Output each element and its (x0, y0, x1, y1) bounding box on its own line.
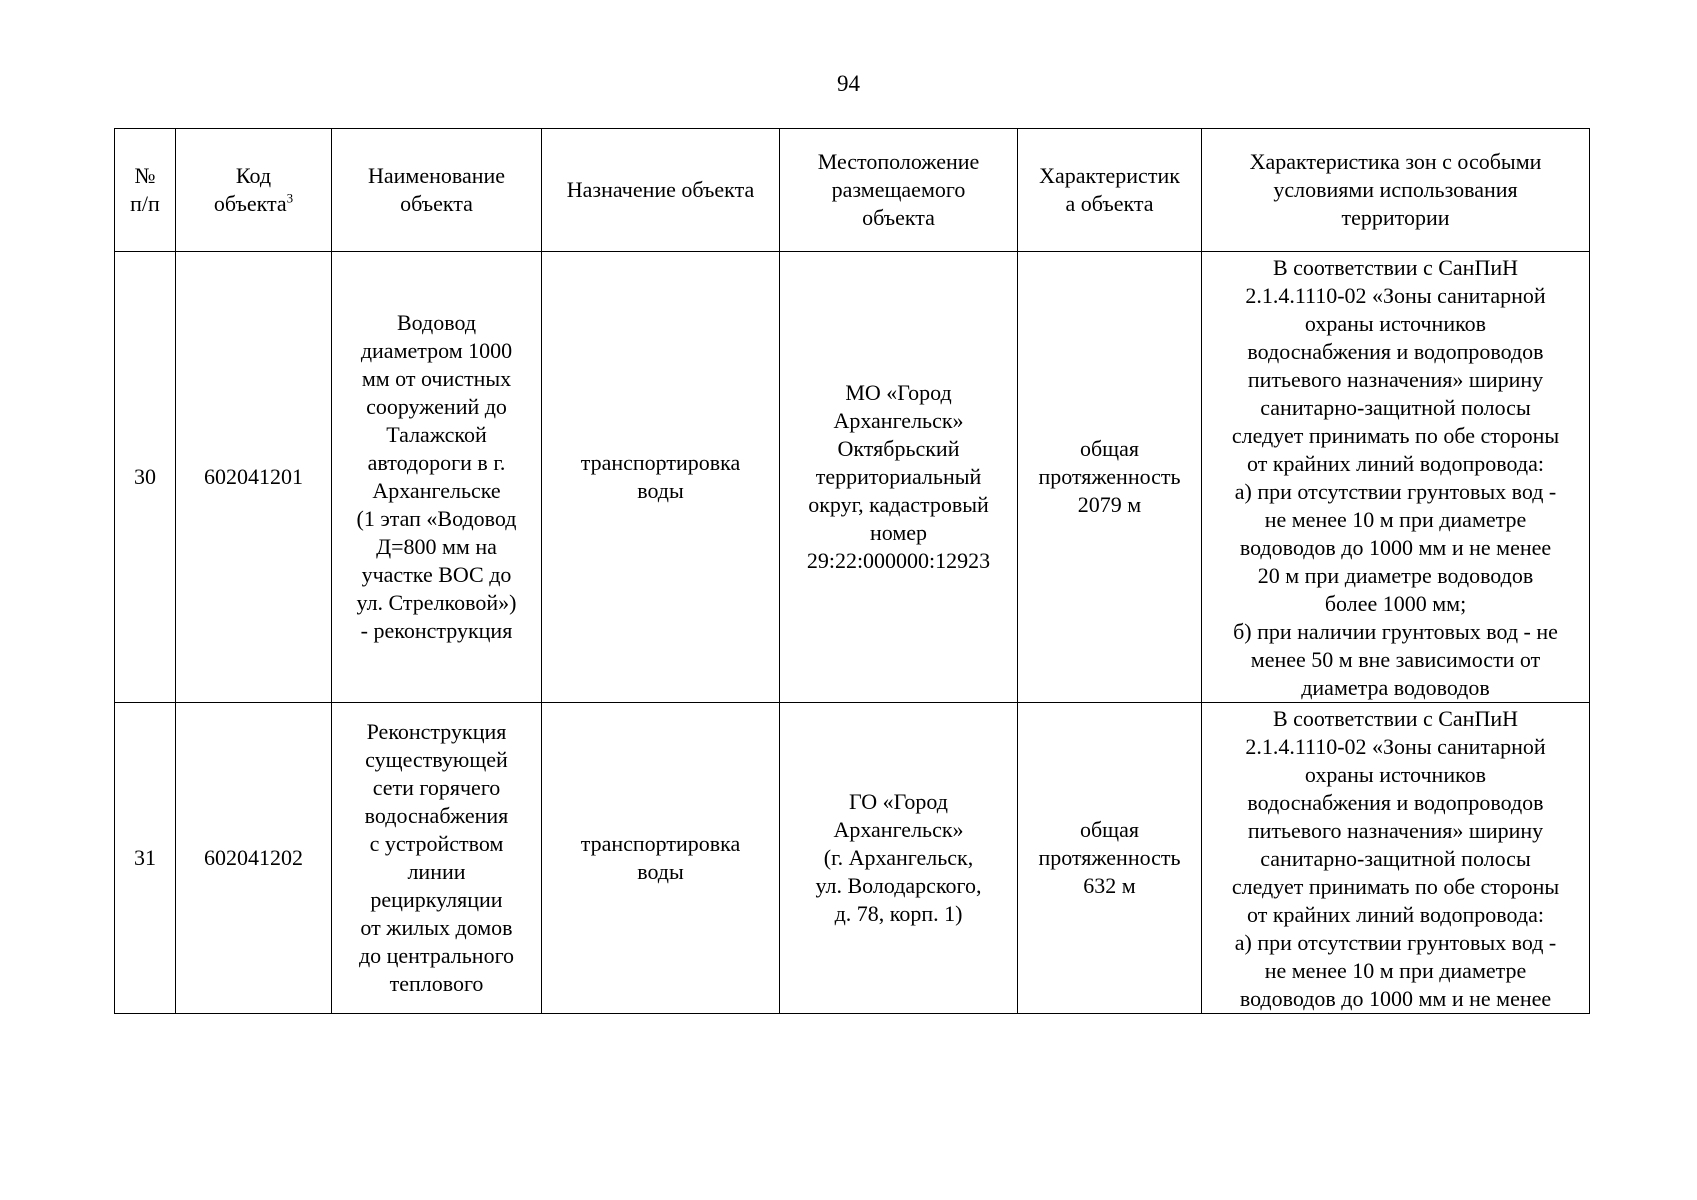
cell-name: Водовод диаметром 1000 мм от очистных сооружений до Талажской автодороги в г. Архангельске (1 этап «Водовод Д=800 мм на участке ВОС до ул. Стрелковой») - реконструкция (332, 252, 542, 703)
footnote-marker: 3 (286, 190, 294, 206)
header-characteristic: Характеристик а объекта (1018, 129, 1202, 252)
table-header-row (115, 129, 1590, 252)
header-num: № п/п (115, 129, 176, 252)
header-location: Местоположение размещаемого объекта (780, 129, 1018, 252)
cell-zones: В соответствии с СанПиН 2.1.4.1110-02 «Зоны санитарной охраны источников водоснабжения и водопроводов питьевого назначения» ширину санитарно-защитной полосы следует принимать по обе стороны от крайних линий водопровода: а) при отсутствии грунтовых вод - не менее 10 м при диаметре водоводов до 1000 мм и не менее (1202, 703, 1590, 1014)
cell-characteristic: общая протяженность 632 м (1018, 703, 1202, 1014)
cell-location: МО «Город Архангельск» Октябрьский территориальный округ, кадастровый номер 29:22:000000:12923 (780, 252, 1018, 703)
cell-num: 31 (115, 703, 176, 1014)
header-code: Код объекта$^3$ (176, 129, 332, 252)
cell-zones: В соответствии с СанПиН 2.1.4.1110-02 «Зоны санитарной охраны источников водоснабжения и водопроводов питьевого назначения» ширину санитарно-защитной полосы следует принимать по обе стороны от крайних линий водопровода: а) при отсутствии грунтовых вод - не менее 10 м при диаметре водоводов до 1000 мм и не менее 20 м при диаметре водоводов более 1000 мм; б) при наличии грунтовых вод - не менее 50 м вне зависимости от диаметра водоводов (1202, 252, 1590, 703)
header-purpose: Назначение объекта (542, 129, 780, 252)
table-row (115, 252, 1590, 703)
cell-num: 30 (115, 252, 176, 703)
cell-name: Реконструкция существующей сети горячего водоснабжения с устройством линии рециркуляции от жилых домов до центрального теплового (332, 703, 542, 1014)
table-row (115, 703, 1590, 1014)
cell-location: ГО «Город Архангельск» (г. Архангельск, ул. Володарского, д. 78, корп. 1) (780, 703, 1018, 1014)
cell-code: 602041202 (176, 703, 332, 1014)
objects-table (114, 128, 1590, 1014)
page-number: 94 (837, 71, 860, 96)
cell-purpose: транспортировка воды (542, 703, 780, 1014)
cell-purpose: транспортировка воды (542, 252, 780, 703)
header-zones: Характеристика зон с особыми условиями использования территории (1202, 129, 1590, 252)
cell-code: 602041201 (176, 252, 332, 703)
header-name: Наименование объекта (332, 129, 542, 252)
cell-characteristic: общая протяженность 2079 м (1018, 252, 1202, 703)
